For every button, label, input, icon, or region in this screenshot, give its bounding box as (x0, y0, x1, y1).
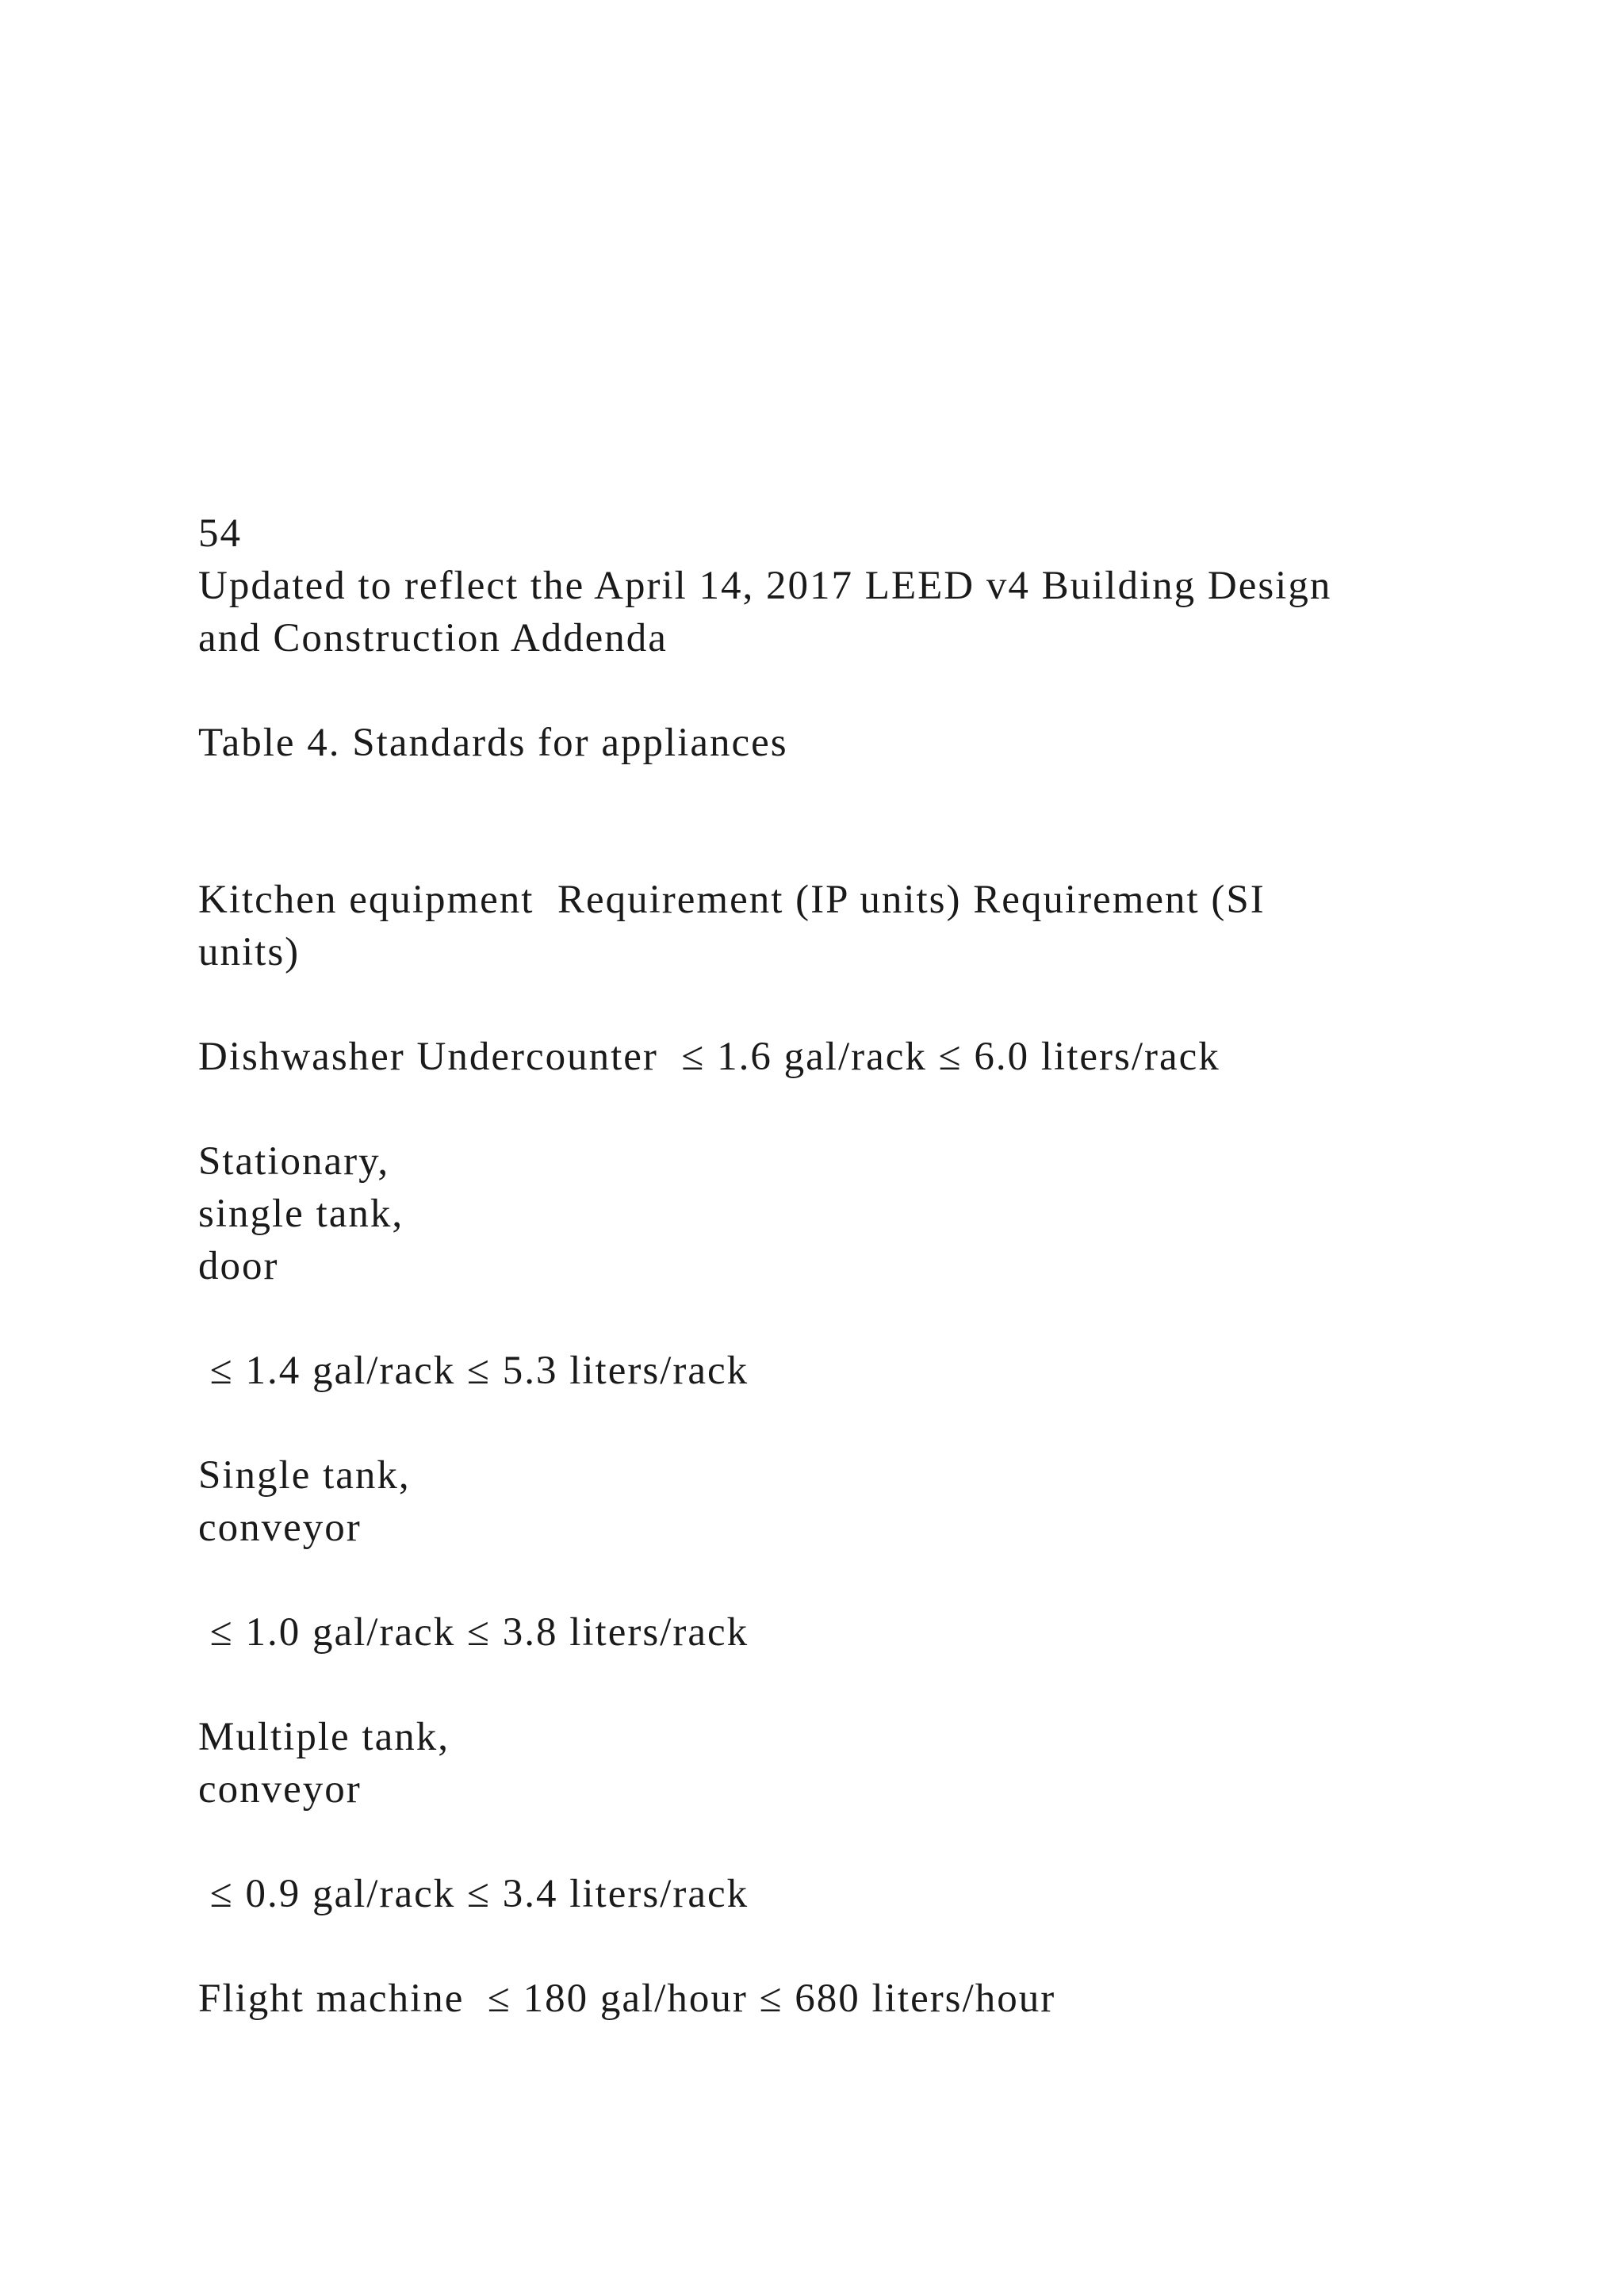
spacer (198, 769, 1483, 821)
spacer (198, 1397, 1483, 1449)
table-row-multiple-tank-label: conveyor (198, 1767, 362, 1812)
table-row-dishwasher-undercounter: Dishwasher Undercounter ≤ 1.6 gal/rack ≤ 6.0 liters/rack (198, 1035, 1220, 1079)
spacer (198, 1292, 1483, 1345)
document-body (198, 507, 1483, 2025)
table-row-multiple-tank-values: ≤ 0.9 gal/rack ≤ 3.4 liters/rack (198, 1872, 749, 1916)
table-header-line-2: units) (198, 930, 301, 974)
table-row-single-tank-label: conveyor (198, 1506, 362, 1550)
spacer (198, 664, 1483, 717)
spacer (198, 1816, 1483, 1868)
table-row-single-tank-values: ≤ 1.0 gal/rack ≤ 3.8 liters/rack (198, 1610, 749, 1655)
spacer (198, 1659, 1483, 1711)
spacer (198, 821, 1483, 874)
spacer (198, 978, 1483, 1031)
page-number: 54 (198, 511, 242, 556)
table-row-multiple-tank-label: Multiple tank, (198, 1715, 450, 1759)
table-caption: Table 4. Standards for appliances (198, 721, 788, 765)
table-header-line-1: Kitchen equipment Requirement (IP units) Requirement (SI (198, 878, 1266, 922)
table-row-stationary-label: single tank, (198, 1192, 404, 1236)
header-line-1: Updated to reflect the April 14, 2017 LEED v4 Building Design (198, 564, 1332, 608)
header-line-2: and Construction Addenda (198, 616, 668, 660)
spacer (198, 1920, 1483, 1973)
table-row-stationary-label: Stationary, (198, 1139, 390, 1184)
table-row-single-tank-label: Single tank, (198, 1453, 411, 1498)
table-row-flight-machine: Flight machine ≤ 180 gal/hour ≤ 680 liters/hour (198, 1976, 1056, 2021)
spacer (198, 1554, 1483, 1606)
spacer (198, 1083, 1483, 1135)
table-row-stationary-values: ≤ 1.4 gal/rack ≤ 5.3 liters/rack (198, 1349, 749, 1393)
table-row-stationary-label: door (198, 1244, 279, 1288)
